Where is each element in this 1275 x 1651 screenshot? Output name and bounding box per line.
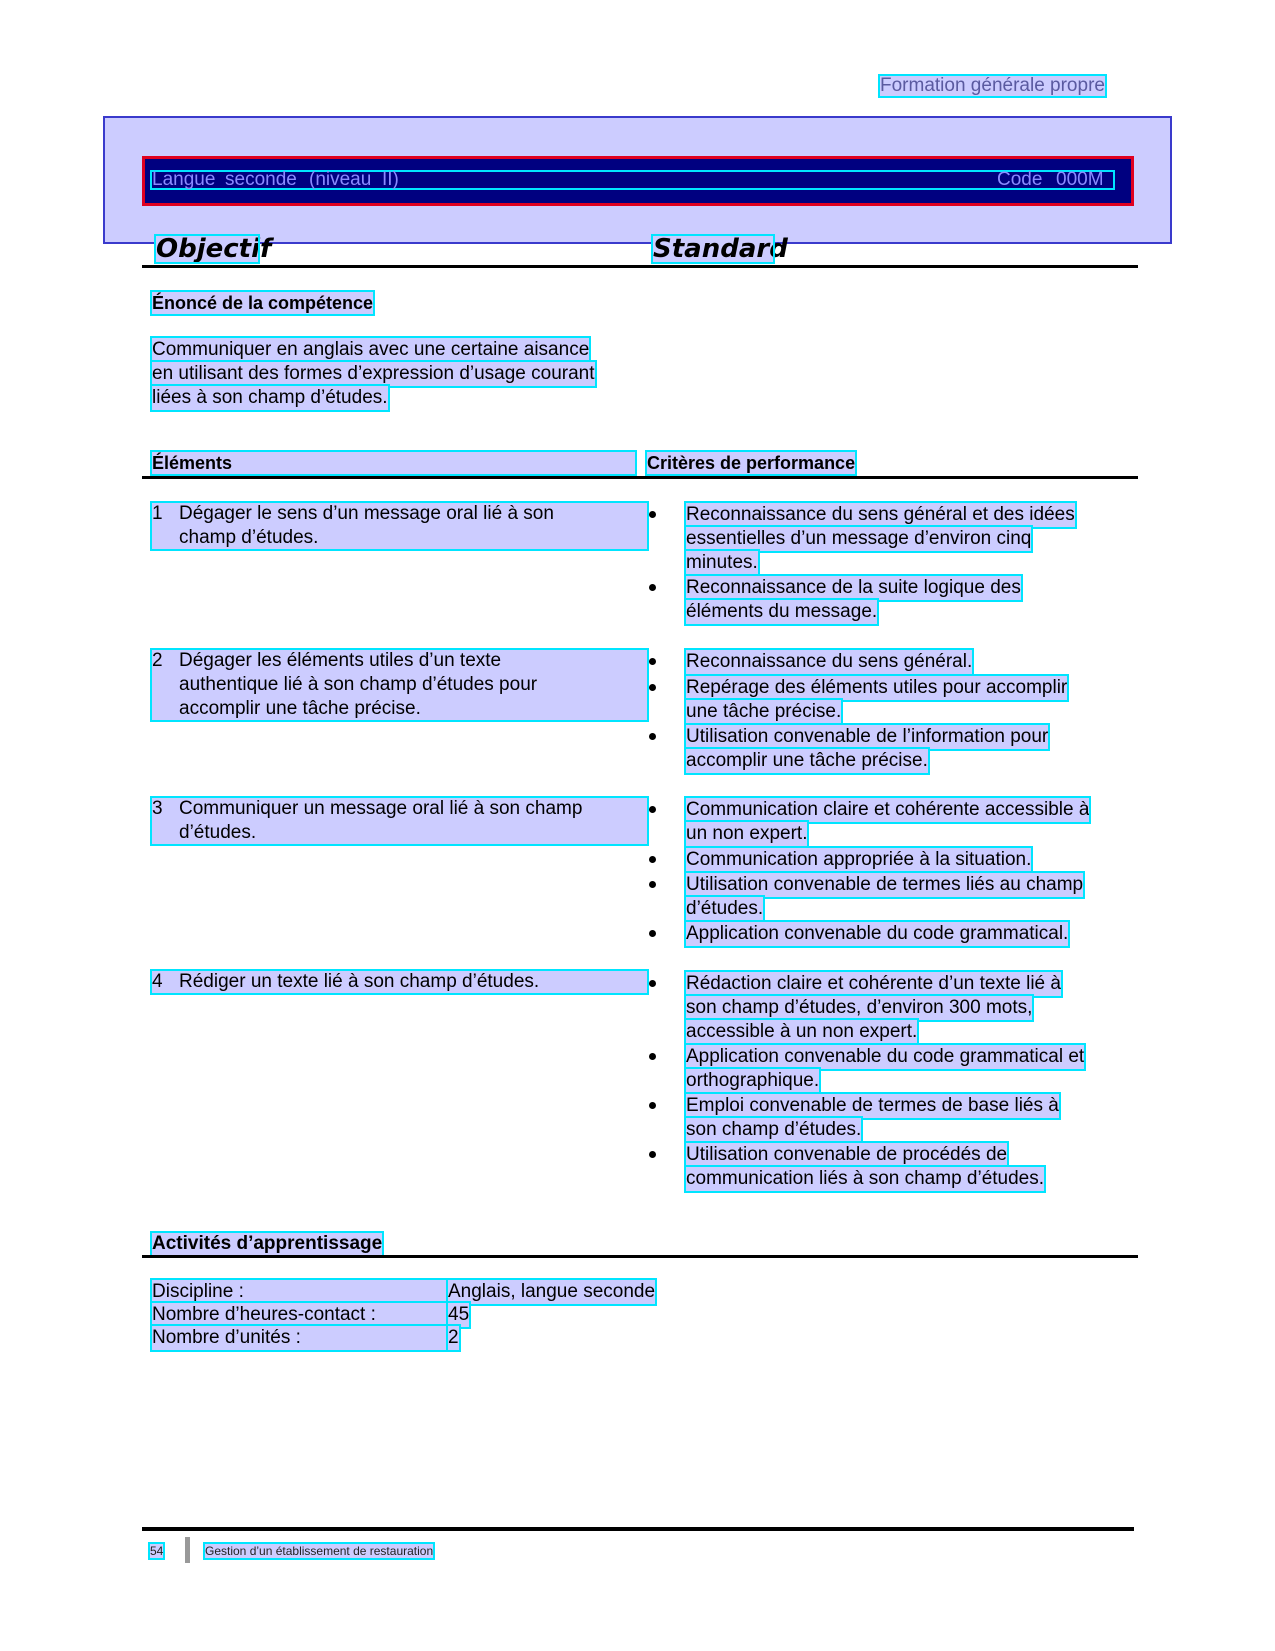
element-number: 3 — [152, 798, 163, 819]
criterion-text: éléments du message. — [686, 601, 878, 622]
footer-separator — [185, 1537, 190, 1563]
activities-heading: Activités d’apprentissage — [152, 1233, 383, 1254]
criterion-text: Rédaction claire et cohérente d’un texte lié à — [686, 973, 1061, 994]
element-number: 2 — [152, 650, 163, 671]
bullet — [649, 684, 656, 691]
course-title-word: seconde — [225, 169, 297, 190]
criteria-heading: Critères de performance — [647, 453, 856, 473]
bullet — [649, 1102, 656, 1109]
criterion-text: Utilisation convenable de termes liés au champ — [686, 874, 1084, 895]
criterion-text: son champ d’études, d’environ 300 mots, — [686, 997, 1033, 1018]
course-title-word: II) — [382, 169, 399, 190]
criterion-text: Utilisation convenable de procédés de — [686, 1144, 1008, 1165]
column-heading-objectif: Objectif — [156, 234, 272, 264]
course-title-word: (niveau — [309, 169, 372, 190]
element-number: 1 — [152, 503, 163, 524]
criterion-text: accessible à un non expert. — [686, 1021, 918, 1042]
course-code-label: Code — [997, 169, 1043, 190]
running-header: Formation générale propre — [880, 75, 1105, 96]
activity-label: Nombre d’heures-contact : — [152, 1303, 448, 1327]
activity-label: Nombre d’unités : — [152, 1326, 448, 1350]
element-text: Rédiger un texte lié à son champ d’études. — [179, 971, 540, 992]
page-number: 54 — [150, 1544, 164, 1558]
criterion-text: Application convenable du code grammatical et — [686, 1046, 1085, 1067]
criterion-text: Utilisation convenable de l’information pour — [686, 726, 1049, 747]
element-text: d’études. — [179, 822, 257, 843]
activity-value: Anglais, langue seconde — [448, 1281, 656, 1302]
divider — [142, 476, 1138, 479]
criterion-text: d’études. — [686, 898, 764, 919]
course-code-value: 000M — [1056, 169, 1104, 190]
bullet — [649, 733, 656, 740]
element-text: accomplir une tâche précise. — [179, 698, 421, 719]
element-number: 4 — [152, 971, 163, 992]
criterion-text: son champ d’études. — [686, 1119, 862, 1140]
criterion-text: une tâche précise. — [686, 701, 842, 722]
criterion-text: Reconnaissance de la suite logique des — [686, 577, 1021, 598]
criterion-text: accomplir une tâche précise. — [686, 750, 928, 771]
bullet — [649, 1151, 656, 1158]
bullet — [649, 511, 656, 518]
activity-value: 2 — [448, 1327, 459, 1348]
criterion-text: un non expert. — [686, 823, 808, 844]
divider — [142, 1255, 1138, 1258]
criterion-text: minutes. — [686, 552, 758, 573]
elements-heading: Éléments — [152, 452, 635, 474]
bullet — [649, 980, 656, 987]
criterion-text: Communication appropriée à la situation. — [686, 849, 1032, 870]
element-text: Communiquer un message oral lié à son champ — [179, 798, 583, 819]
competence-line: en utilisant des formes d’expression d’usage courant — [152, 363, 595, 384]
element-text: authentique lié à son champ d’études pour — [179, 674, 538, 695]
bullet — [649, 806, 656, 813]
competence-line: liées à son champ d’études. — [152, 387, 388, 408]
footer-title: Gestion d’un établissement de restauration — [205, 1544, 434, 1558]
element-text: Dégager les éléments utiles d’un texte — [179, 650, 502, 671]
criterion-text: Reconnaissance du sens général et des idées — [686, 504, 1075, 525]
bullet — [649, 856, 656, 863]
activity-label: Discipline : — [152, 1280, 448, 1304]
activity-value: 45 — [448, 1304, 470, 1325]
bullet — [649, 584, 656, 591]
divider — [142, 265, 1138, 268]
criterion-text: Repérage des éléments utiles pour accomplir — [686, 677, 1068, 698]
bullet — [649, 658, 656, 665]
criterion-text: orthographique. — [686, 1070, 820, 1091]
criterion-text: Communication claire et cohérente accessible à — [686, 799, 1090, 820]
bullet — [649, 1053, 656, 1060]
criterion-text: Application convenable du code grammatical. — [686, 923, 1069, 944]
competence-line: Communiquer en anglais avec une certaine aisance — [152, 339, 590, 360]
criterion-text: Reconnaissance du sens général. — [686, 651, 973, 672]
criterion-text: Emploi convenable de termes de base liés à — [686, 1095, 1059, 1116]
column-heading-standard: Standard — [653, 234, 788, 264]
criterion-text: essentielles d’un message d’environ cinq — [686, 528, 1032, 549]
bullet — [649, 930, 656, 937]
footer-rule — [142, 1527, 1134, 1531]
bullet — [649, 881, 656, 888]
criterion-text: communication liés à son champ d’études. — [686, 1168, 1045, 1189]
element-text: champ d’études. — [179, 527, 319, 548]
element-text: Dégager le sens d’un message oral lié à son — [179, 503, 554, 524]
course-title-word: Langue — [152, 169, 216, 190]
competence-heading: Énoncé de la compétence — [152, 293, 374, 313]
